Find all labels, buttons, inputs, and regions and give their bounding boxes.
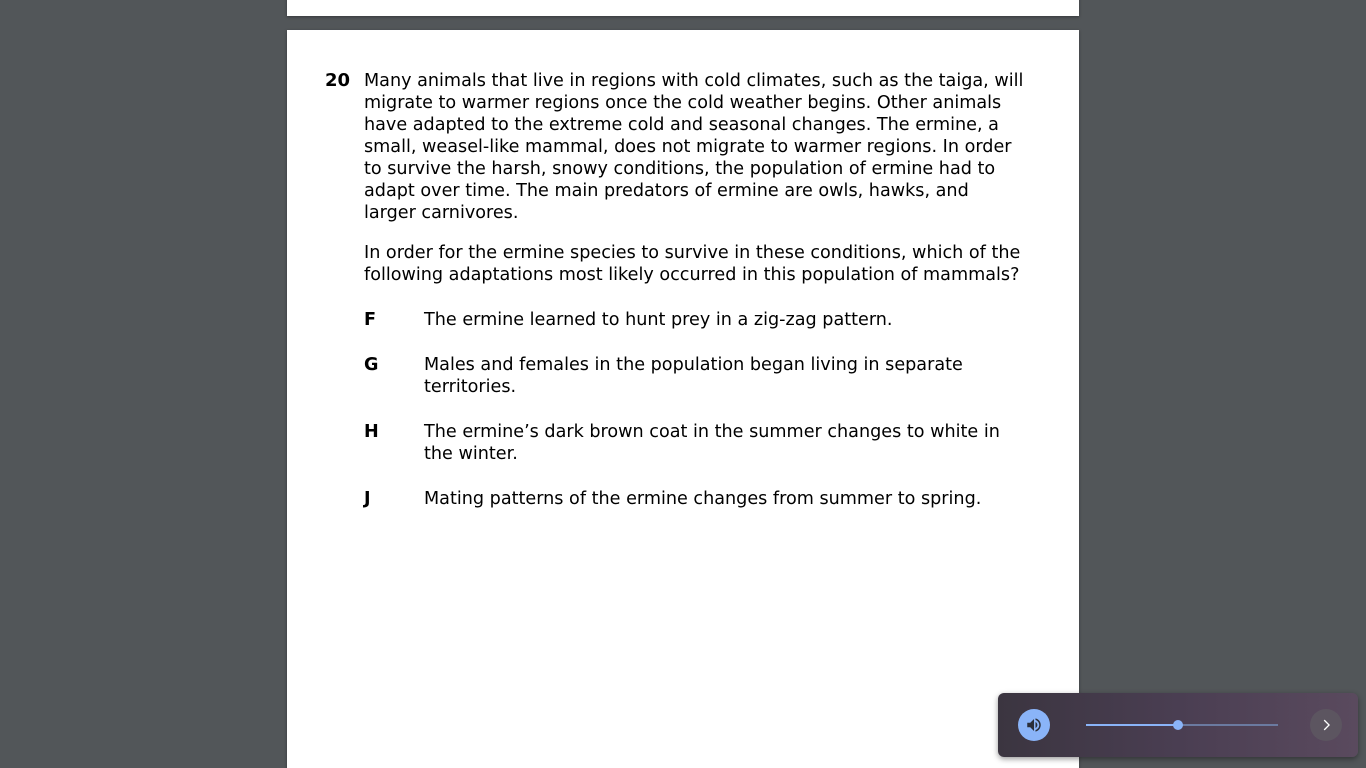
answer-choices: [364, 309, 1024, 510]
choice-text: The ermine’s dark brown coat in the summer changes to white in the winter.: [424, 422, 1000, 464]
answer-choice-f: [364, 309, 1024, 331]
volume-slider-fill: [1086, 724, 1178, 726]
answer-choice-g: [364, 354, 1024, 398]
question-number: 20: [325, 70, 351, 91]
choice-text: Mating patterns of the ermine changes from summer to spring.: [424, 489, 982, 509]
current-page: [287, 30, 1079, 768]
answer-choice-h: [364, 421, 1024, 465]
volume-slider[interactable]: [1086, 724, 1278, 726]
choice-text: The ermine learned to hunt prey in a zig-zag pattern.: [424, 310, 893, 330]
next-button[interactable]: [1310, 709, 1342, 741]
speaker-icon: [1025, 716, 1043, 734]
audio-player: [998, 693, 1358, 757]
choice-letter: J: [364, 489, 371, 509]
volume-button[interactable]: [1018, 709, 1050, 741]
choice-letter: F: [364, 310, 377, 330]
choice-letter: G: [364, 355, 379, 375]
answer-choice-j: [364, 488, 1024, 510]
previous-page: [287, 0, 1079, 16]
question-passage: Many animals that live in regions with cold climates, such as the taiga, will migrate to warmer regions once the cold weather begins. Other animals have adapted to the extreme cold and seasonal changes. The ermine, a small, weasel-like mammal, does not migrate to warmer regions. In order to survive the harsh, snowy conditions, the population of ermine had to adapt over time. The main predators of ermine are owls, hawks, and larger carnivores.: [364, 71, 1024, 223]
volume-slider-thumb[interactable]: [1173, 720, 1183, 730]
page-footer: [287, 0, 1079, 2]
choice-letter: H: [364, 422, 379, 442]
question-body: [364, 70, 1024, 533]
chevron-right-icon: [1318, 717, 1334, 733]
question-stem: In order for the ermine species to survive in these conditions, which of the following adaptations most likely occurred in this population of mammals?: [364, 243, 1021, 285]
choice-text: Males and females in the population began living in separate territories.: [424, 355, 963, 397]
